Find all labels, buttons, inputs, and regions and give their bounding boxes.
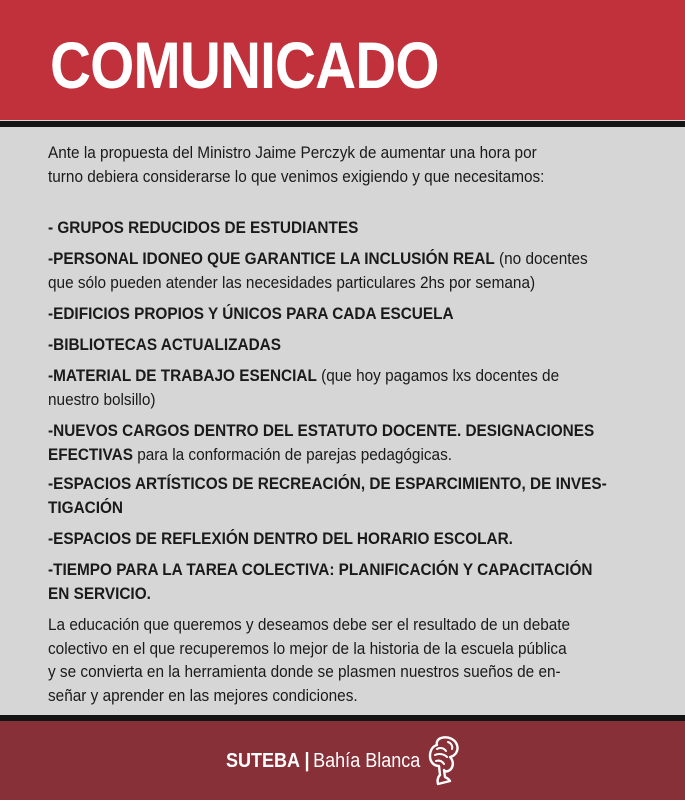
page-title: COMUNICADO: [50, 28, 439, 102]
footer-brand: [226, 749, 420, 773]
demand-artistic-spaces-line-2: [48, 497, 123, 521]
suteba-logo-icon: [424, 734, 462, 788]
brand-separator: |: [304, 750, 310, 772]
demand-text: -PERSONAL IDONEO QUE GARANTICE LA INCLUSIÓN REAL: [48, 250, 495, 268]
demand-text: -MATERIAL DE TRABAJO ESENCIAL: [48, 367, 317, 385]
demand-small-groups: [48, 217, 358, 241]
demand-new-positions: [48, 420, 594, 444]
demand-buildings: [48, 303, 454, 327]
demand-staff-line-2: que sólo pueden atender las necesidades particulares 2hs por semana): [48, 273, 536, 292]
intro-line-2: turno debiera considerarse lo que venimos exigiendo y que necesitamos:: [48, 167, 545, 186]
demand-text: - GRUPOS REDUCIDOS DE ESTUDIANTES: [48, 219, 359, 237]
intro-line-1: Ante la propuesta del Ministro Jaime Perczyk de aumentar una hora por: [48, 144, 537, 162]
demand-new-positions-line-2: [48, 444, 452, 468]
demand-text: TIGACIÓN: [48, 498, 124, 517]
demand-text: -NUEVOS CARGOS DENTRO DEL ESTATUTO DOCENTE. DESIGNACIONES: [48, 422, 595, 440]
demand-text: -ESPACIOS ARTÍSTICOS DE RECREACIÓN, DE ESPARCIMIENTO, DE INVES-: [48, 475, 607, 493]
demand-text: -EDIFICIOS PROPIOS Y ÚNICOS PARA CADA ESCUELA: [48, 305, 454, 323]
footer-banner: [0, 721, 685, 800]
demand-artistic-spaces: [48, 473, 607, 497]
demand-staff: [48, 248, 588, 272]
demand-collective-time: [48, 559, 592, 583]
demand-libraries: [48, 334, 281, 358]
header-banner: [0, 0, 685, 120]
demand-note: (no docentes: [494, 250, 588, 268]
demand-text: -ESPACIOS DE REFLEXIÓN DENTRO DEL HORARIO ESCOLAR.: [48, 530, 513, 548]
closing-line-4: señar y aprender en las mejores condiciones.: [48, 686, 358, 705]
demand-material-line-2: nuestro bolsillo): [48, 390, 156, 409]
demand-material: [48, 365, 559, 389]
demand-note: (que hoy pagamos lxs docentes de: [316, 367, 560, 385]
demand-text: -BIBLIOTECAS ACTUALIZADAS: [48, 336, 282, 354]
closing-line-3: y se convierta en la herramienta donde se plasmen nuestros sueños de en-: [48, 663, 561, 681]
demand-text: -TIEMPO PARA LA TAREA COLECTIVA: PLANIFICACIÓN Y CAPACITACIÓN: [48, 561, 593, 579]
org-name: SUTEBA: [226, 750, 301, 772]
demand-collective-time-line-2: [48, 583, 151, 607]
demand-reflection-spaces: [48, 528, 513, 552]
communique-body: [0, 127, 685, 715]
closing-line-2: colectivo en el que recuperemos lo mejor de la historia de la escuela pública: [48, 639, 567, 658]
demand-text: EN SERVICIO.: [48, 584, 151, 603]
demand-text: EFECTIVAS: [48, 445, 133, 464]
location-name: Bahía Blanca: [313, 750, 421, 772]
closing-line-1: La educación que queremos y deseamos debe ser el resultado de un debate: [48, 616, 571, 634]
demand-note: para la conformación de parejas pedagógicas.: [132, 445, 453, 464]
